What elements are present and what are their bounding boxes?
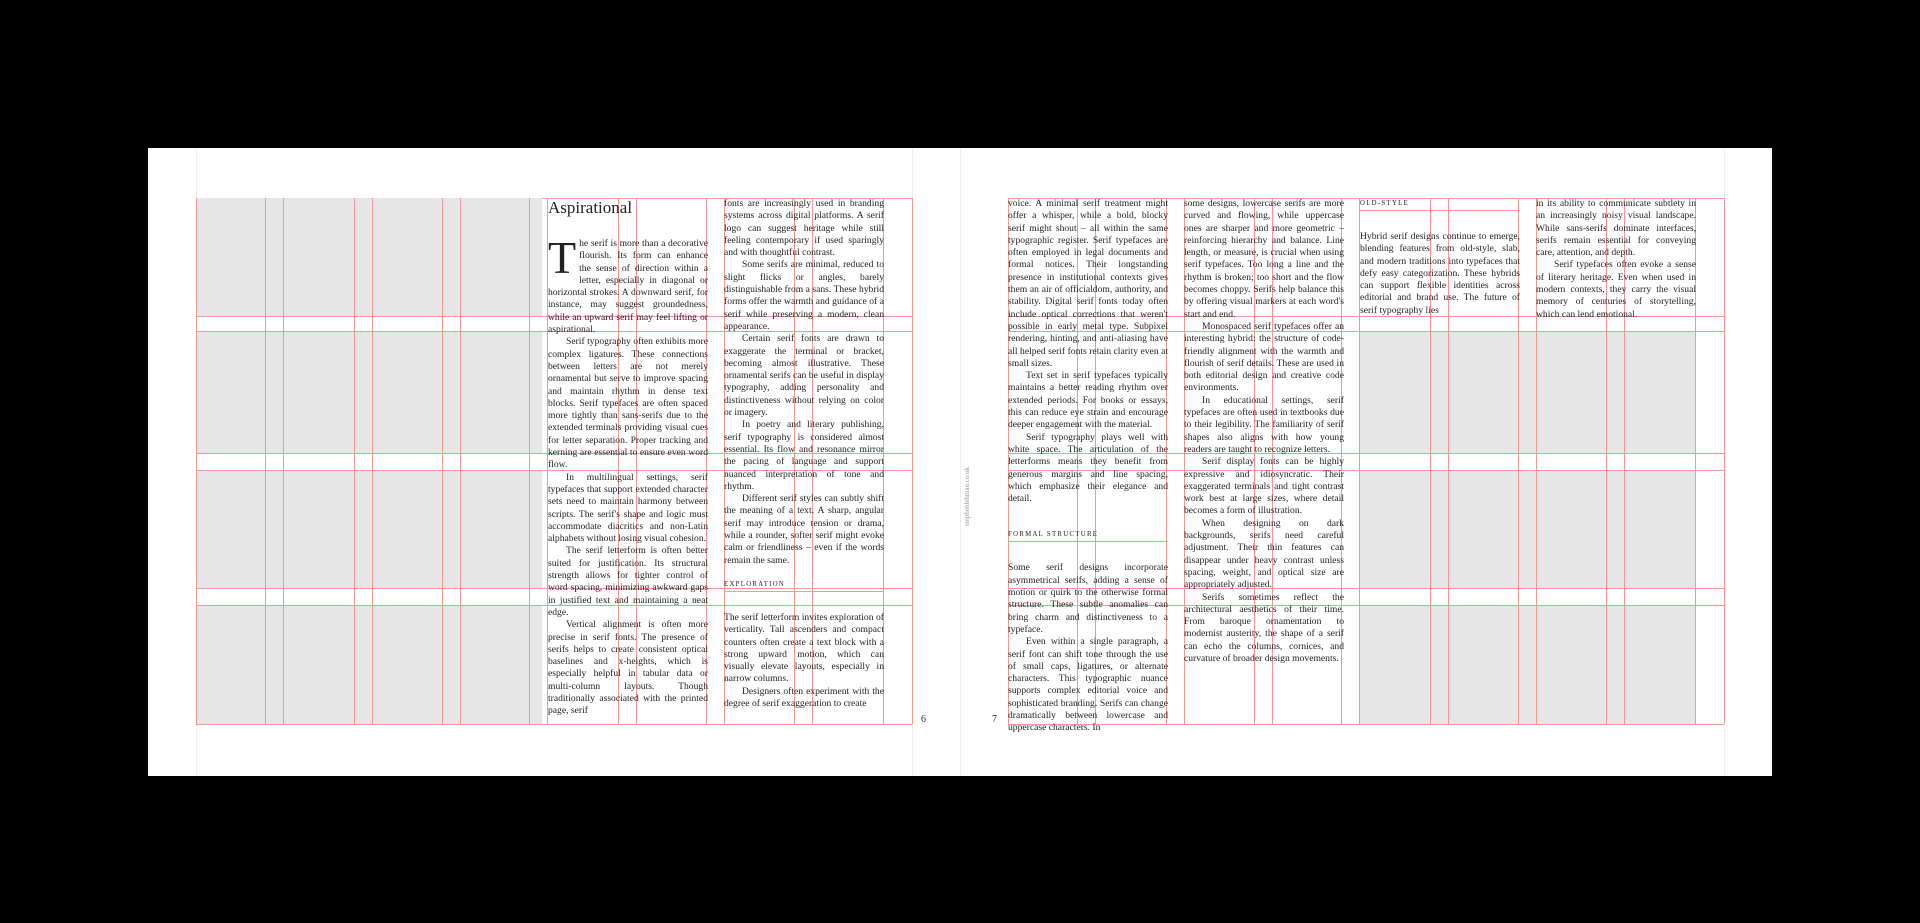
book-spread [148,148,1772,776]
paragraph: Hybrid serif designs continue to emerge, blending features from old-style, slab, and modern traditions into typefaces that defy easy categorization. These hybrids can support flexible identities across editorial and brand use. The future of serif typography lies [1360,231,1520,316]
column-guide [283,198,284,724]
column-guide [460,198,461,724]
column-guide [265,198,266,724]
paragraph: Serif typography plays well with white space. The articulation of the letterforms means they benefit from generous margins and line spacing, which emphasize their elegance and detail. [1008,431,1168,505]
paragraph: in its ability to communicate subtlety in an increasingly noisy visual landscape. While sans-serifs dominate interfaces, serifs remain essential for conveying care, attention, and depth. [1536,198,1696,259]
column-guide [354,198,355,724]
column-guide [912,198,913,724]
grid-module [196,470,542,588]
grid-module [1360,331,1695,453]
text-column-2 [1184,198,1344,726]
column-guide [372,198,373,724]
text-column-1 [1008,198,1168,734]
grid-module [1360,470,1695,588]
drop-cap: T [548,232,577,283]
column-guide [196,198,197,724]
page-number: 7 [992,714,997,725]
paragraph: The serif letterform invites exploration of verticality. Tall ascenders and compact counters often create a text block with a strong upward motion, which can visually elevate layouts, especially in narrow columns. [724,611,884,685]
text-column-2 [724,198,884,726]
text-column-4 [1536,198,1696,320]
paragraph: Vertical alignment is often more precise in serif fonts. The presence of serifs helps to create consistent optical baselines and x-heights, which is especially helpful in tabular data or multi-column layouts. Though traditionally associated with the printed page, serif [548,619,708,717]
paragraph: fonts are increasingly used in branding systems across digital platforms. A serif logo can suggest heritage while still feeling contemporary if used sparingly and with thoughtful contrast. [724,198,884,259]
column-guide [529,198,530,724]
grid-module [1360,605,1695,724]
paragraph: Text set in serif typefaces typically maintains a better reading rhythm over extended periods. For books or essays, this can reduce eye strain and encourage deeper engagement with the material. [1008,370,1168,431]
paragraph: Serif typefaces often evoke a sense of literary heritage. Even when used in modern contexts, they carry the visual memory of centuries of storytelling, which can lend emotional. [1536,259,1696,320]
column-guide [1724,198,1725,724]
paragraph: In educational settings, serif typefaces are often used in textbooks due to their legibility. The familiarity of serif shapes also aligns with how young readers are taught to recognize letters. [1184,394,1344,455]
paragraph: Designers often experiment with the degree of serif exaggeration to create [724,685,884,709]
left-page [148,148,960,776]
paragraph: The serif letterform is often better suited for justification. Its structural strength allows for tighter control of word spacing, minimizing awkward gaps in justified text and maintaining a neat edge. [548,545,708,618]
paragraph: When designing on dark backgrounds, serifs need careful adjustment. Their thin features can disappear under heavy contrast unless spacing, weight, and optical size are appropriately adjusted. [1184,517,1344,591]
grid-module [196,605,542,724]
paragraph: Certain serif fonts are drawn to exaggerate the terminal or bracket, becoming almost illustrative. These ornamental serifs can be useful in display typography, adding personality and distinctiveness without relying on color or imagery. [724,333,884,419]
grid-module [196,331,542,453]
column-guide [442,198,443,724]
paragraph: Different serif styles can subtly shift the meaning of a text. A sharp, angular serif may introduce tension or drama, while a rounder, softer serif might evoke calm or friendliness – even if the words remain the same. [724,493,884,566]
paragraph: Serif display fonts can be highly expressive and idiosyncratic. Their exaggerated terminals and tight contrast work best at large sizes, where detail becomes a form of illustration. [1184,456,1344,517]
paragraph: Serifs sometimes reflect the architectural aesthetics of their time. From baroque ornamentation to modernist austerity, the shape of a serif can echo the columns, cornices, and curvature of broader design movements. [1184,591,1344,664]
paragraph: Some serifs are minimal, reduced to slight flicks or angles, barely distinguishable from a sans. These hybrid forms offer the warmth and guidance of a serif while preserving a modern, clean appearance. [724,259,884,332]
paragraph: voice. A minimal serif treatment might offer a whisper, while a bold, blocky serif might shout – all within the same typographic register. Serif typefaces are often employed in legal documents and formal notices. Their longstanding presence in institutional contexts gives them an air of officialdom, authority, and stability. Digital serif fonts today often include optical corrections that weren't possible in early metal type. Subpixel rendering, hinting, and anti-aliasing have all helped serif fonts retain clarity even at small sizes. [1008,198,1168,369]
page-title: Aspirational [548,198,633,217]
margin-guide [960,148,961,776]
grid-module [196,198,542,316]
right-page [960,148,1772,776]
paragraph: In poetry and literary publishing, serif typography is considered almost essential. Its flow and resonance mirror the pacing of language and support nuanced interpretation of tone and rhythm. [724,419,884,492]
paragraph: Monospaced serif typefaces offer an interesting hybrid: the structure of code-friendly alignment with the warmth and flourish of serif details. These are used in both editorial design and creative code environments. [1184,320,1344,394]
vertical-url: stephenlehman.co.uk [963,466,971,526]
paragraph: The serif is more than a decorative flourish. Its form can enhance the sense of direction within a letter, especially in diagonal or horizontal strokes. A downward serif, for instance, may suggest groundedness, while an upward serif may feel lifting or aspirational. [548,232,708,336]
text-column-3 [1360,198,1520,318]
section-heading: FORMAL STRUCTURE [1008,529,1168,542]
page-number: 6 [921,714,926,725]
paragraph: In multilingual settings, serif typefaces that support extended character sets need to maintain harmony between scripts. The serif's shape and logic must accommodate diacritics and non-Latin alphabets without losing visual cohesion. [548,471,708,545]
text-column-1 [548,198,708,726]
paragraph: Serif typography often exhibits more complex ligatures. These connections between letters are not merely ornamental but serve to improve spacing and maintain rhythm in dense text blocks. Serif typefaces are often spaced more tightly than sans-serifs due to the extended terminals providing visual cues for letter separation. Proper tracking and kerning are essential to ensure even word flow. [548,336,708,471]
paragraph: Even within a single paragraph, a serif font can shift tone through the use of small caps, ligatures, or alternate characters. This typographic nuance supports complex editorial voice and sophisticated branding. Serifs can change dramatically between lowercase and uppercase characters. In [1008,636,1168,734]
paragraph: Some serif designs incorporate asymmetrical serifs, adding a sense of motion or quirk to the otherwise formal structure. These subtle anomalies can bring charm and distinctiveness to a typeface. [1008,562,1168,635]
section-heading: OLD-STYLE [1360,198,1520,211]
paragraph: some designs, lowercase serifs are more curved and flowing, while uppercase ones are sharper and more geometric – reinforcing hierarchy and balance. Line length, or measure, is crucial when using serif typefaces. Too long a line and the rhythm is broken; too short and the flow becomes choppy. Serifs help balance this by offering visual markers at each word's start and end. [1184,198,1344,320]
section-heading: EXPLORATION [724,579,884,592]
